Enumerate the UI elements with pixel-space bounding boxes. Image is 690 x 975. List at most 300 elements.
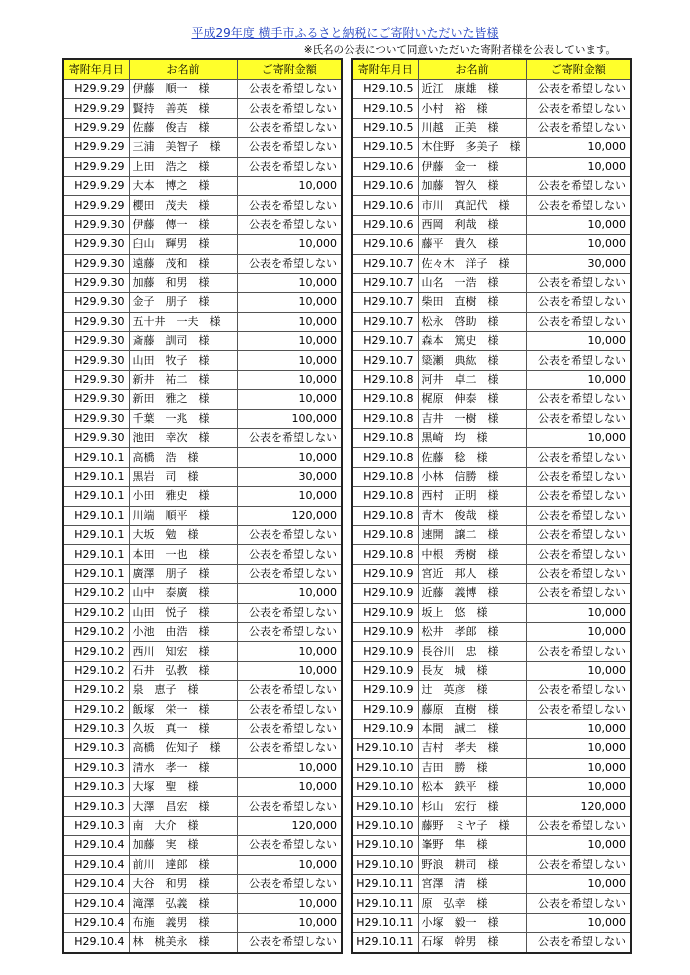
donation-date: H29.10.10 (352, 739, 418, 758)
donation-amount: 公表を希望しない (237, 622, 342, 641)
donation-date: H29.10.5 (352, 99, 418, 118)
donor-name: 近江 康雄 様 (418, 80, 526, 99)
donation-date: H29.10.11 (352, 933, 418, 953)
donor-name: 杉山 宏行 様 (418, 797, 526, 816)
donation-amount: 30,000 (237, 467, 342, 486)
donation-amount: 10,000 (237, 176, 342, 195)
donation-amount: 公表を希望しない (237, 836, 342, 855)
table-row (352, 855, 631, 874)
donor-name: 青木 俊哉 様 (418, 506, 526, 525)
table-row (352, 933, 631, 953)
donor-name: 小池 由浩 様 (129, 622, 237, 641)
table-row (63, 836, 342, 855)
donation-date: H29.10.4 (63, 933, 129, 953)
column-header-amount: ご寄附金額 (526, 59, 631, 80)
donation-amount: 公表を希望しない (526, 312, 631, 331)
donor-name: 小塚 毅一 様 (418, 913, 526, 932)
donor-name: 賢持 善英 様 (129, 99, 237, 118)
donor-name: 川越 正美 様 (418, 118, 526, 137)
table-row (352, 622, 631, 641)
table-row (63, 467, 342, 486)
donation-amount: 公表を希望しない (237, 681, 342, 700)
donation-date: H29.10.6 (352, 215, 418, 234)
table-row (63, 409, 342, 428)
donation-amount: 10,000 (237, 894, 342, 913)
donation-date: H29.10.7 (352, 312, 418, 331)
donation-date: H29.10.2 (63, 642, 129, 661)
donation-amount: 公表を希望しない (237, 80, 342, 99)
donation-date: H29.10.8 (352, 429, 418, 448)
donor-name: 坂上 悠 様 (418, 603, 526, 622)
donation-amount: 120,000 (237, 506, 342, 525)
donation-amount: 10,000 (237, 448, 342, 467)
table-row (352, 332, 631, 351)
donation-amount: 10,000 (237, 235, 342, 254)
donation-date: H29.10.8 (352, 545, 418, 564)
donor-name: 梶原 伸泰 様 (418, 390, 526, 409)
donor-name: 松永 啓助 様 (418, 312, 526, 331)
donor-name: 黒崎 均 様 (418, 429, 526, 448)
table-row (352, 390, 631, 409)
donation-amount: 公表を希望しない (526, 894, 631, 913)
donation-amount: 公表を希望しない (526, 564, 631, 583)
donor-name: 宮近 邦人 様 (418, 564, 526, 583)
table-row (63, 390, 342, 409)
table-row (352, 273, 631, 292)
donor-name: 峯野 隼 様 (418, 836, 526, 855)
donor-name: 簗瀬 典紘 様 (418, 351, 526, 370)
donor-name: 藤野 ミヤ子 様 (418, 816, 526, 835)
table-row (63, 719, 342, 738)
donation-amount: 公表を希望しない (526, 487, 631, 506)
table-row (352, 584, 631, 603)
table-row (63, 525, 342, 544)
donation-amount: 10,000 (526, 719, 631, 738)
donor-name: 辻 英彦 様 (418, 681, 526, 700)
table-row (63, 797, 342, 816)
donation-amount: 公表を希望しない (526, 584, 631, 603)
table-row (352, 739, 631, 758)
table-row (352, 545, 631, 564)
donor-name: 加藤 実 様 (129, 836, 237, 855)
donation-amount: 10,000 (526, 739, 631, 758)
donation-date: H29.10.10 (352, 855, 418, 874)
donation-amount: 公表を希望しない (526, 467, 631, 486)
donor-name: 廣澤 朋子 様 (129, 564, 237, 583)
donation-date: H29.10.8 (352, 525, 418, 544)
donation-amount: 公表を希望しない (237, 196, 342, 215)
donor-name: 櫻田 茂夫 様 (129, 196, 237, 215)
donor-name: 木住野 多美子 様 (418, 138, 526, 157)
table-row (352, 235, 631, 254)
table-row (63, 894, 342, 913)
table-row (352, 429, 631, 448)
donor-name: 千葉 一兆 様 (129, 409, 237, 428)
donation-date: H29.10.3 (63, 816, 129, 835)
donation-amount: 10,000 (237, 332, 342, 351)
donation-amount: 公表を希望しない (237, 700, 342, 719)
table-row (63, 661, 342, 680)
donation-amount: 10,000 (526, 332, 631, 351)
donor-name: 黒岩 司 様 (129, 467, 237, 486)
table-row (63, 254, 342, 273)
donation-date: H29.9.30 (63, 215, 129, 234)
donation-date: H29.10.8 (352, 487, 418, 506)
table-row (352, 409, 631, 428)
donation-amount: 10,000 (526, 157, 631, 176)
table-row (352, 836, 631, 855)
table-row (63, 293, 342, 312)
donation-date: H29.10.1 (63, 506, 129, 525)
table-row (63, 642, 342, 661)
donation-amount: 120,000 (526, 797, 631, 816)
donor-name: 山名 一浩 様 (418, 273, 526, 292)
donation-amount: 公表を希望しない (237, 545, 342, 564)
donation-date: H29.9.30 (63, 312, 129, 331)
donor-name: 飯塚 栄一 様 (129, 700, 237, 719)
donor-name: 大本 博之 様 (129, 176, 237, 195)
donor-name: 西岡 利哉 様 (418, 215, 526, 234)
table-row (352, 778, 631, 797)
donor-name: 野浪 耕司 様 (418, 855, 526, 874)
donor-name: 本田 一也 様 (129, 545, 237, 564)
donation-date: H29.10.7 (352, 351, 418, 370)
donor-name: 大澤 昌宏 様 (129, 797, 237, 816)
donation-date: H29.10.11 (352, 913, 418, 932)
donation-amount: 10,000 (237, 855, 342, 874)
donation-date: H29.10.3 (63, 758, 129, 777)
donation-amount: 10,000 (526, 758, 631, 777)
donation-amount: 10,000 (237, 390, 342, 409)
donation-amount: 10,000 (526, 235, 631, 254)
donation-date: H29.9.30 (63, 429, 129, 448)
donation-amount: 120,000 (237, 816, 342, 835)
donation-date: H29.9.30 (63, 235, 129, 254)
donation-amount: 公表を希望しない (526, 409, 631, 428)
donor-name: 小村 裕 様 (418, 99, 526, 118)
donor-name: 布施 義男 様 (129, 913, 237, 932)
donor-name: 三浦 美智子 様 (129, 138, 237, 157)
donor-name: 泉 恵子 様 (129, 681, 237, 700)
donation-date: H29.9.29 (63, 138, 129, 157)
table-row (63, 855, 342, 874)
donation-amount: 公表を希望しない (237, 719, 342, 738)
donation-date: H29.10.5 (352, 80, 418, 99)
donor-name: 原 弘幸 様 (418, 894, 526, 913)
table-row (63, 816, 342, 835)
table-row (63, 681, 342, 700)
donor-name: 森本 篤史 様 (418, 332, 526, 351)
donor-name: 長谷川 忠 様 (418, 642, 526, 661)
donor-table-left-body (63, 80, 342, 953)
donation-date: H29.10.4 (63, 894, 129, 913)
donor-name: 小林 信勝 様 (418, 467, 526, 486)
table-row (63, 176, 342, 195)
column-header-name: お名前 (129, 59, 237, 80)
donor-name: 佐々木 洋子 様 (418, 254, 526, 273)
donor-name: 伊藤 金一 様 (418, 157, 526, 176)
donation-date: H29.10.3 (63, 739, 129, 758)
donor-name: 斎藤 訓司 様 (129, 332, 237, 351)
donor-name: 近藤 義博 様 (418, 584, 526, 603)
donation-amount: 公表を希望しない (526, 390, 631, 409)
donor-table-right-body (352, 80, 631, 953)
donation-amount: 公表を希望しない (237, 138, 342, 157)
table-row (63, 118, 342, 137)
donation-date: H29.9.29 (63, 80, 129, 99)
donation-amount: 10,000 (237, 758, 342, 777)
donor-name: 金子 朋子 様 (129, 293, 237, 312)
table-row (352, 312, 631, 331)
donation-amount: 公表を希望しない (526, 99, 631, 118)
table-row (352, 467, 631, 486)
donation-date: H29.9.30 (63, 390, 129, 409)
donation-date: H29.10.9 (352, 700, 418, 719)
table-row (352, 293, 631, 312)
donation-date: H29.9.30 (63, 293, 129, 312)
column-header-name: お名前 (418, 59, 526, 80)
donation-amount: 公表を希望しない (237, 797, 342, 816)
table-row (63, 487, 342, 506)
table-row (63, 700, 342, 719)
donor-name: 大坂 勉 様 (129, 525, 237, 544)
donation-date: H29.9.29 (63, 176, 129, 195)
donation-date: H29.10.9 (352, 719, 418, 738)
donation-amount: 公表を希望しない (237, 739, 342, 758)
table-header-row (63, 59, 342, 80)
table-row (63, 603, 342, 622)
table-row (352, 138, 631, 157)
donation-date: H29.10.8 (352, 409, 418, 428)
donation-date: H29.10.9 (352, 564, 418, 583)
donation-amount: 10,000 (237, 351, 342, 370)
table-row (352, 525, 631, 544)
table-row (352, 603, 631, 622)
donation-amount: 10,000 (526, 603, 631, 622)
donor-name: 中根 秀樹 様 (418, 545, 526, 564)
donation-amount: 公表を希望しない (526, 273, 631, 292)
donation-date: H29.10.7 (352, 332, 418, 351)
table-row (352, 700, 631, 719)
donation-amount: 10,000 (237, 584, 342, 603)
table-row (352, 487, 631, 506)
donation-date: H29.10.10 (352, 797, 418, 816)
donation-amount: 公表を希望しない (526, 525, 631, 544)
table-row (352, 448, 631, 467)
donation-date: H29.10.1 (63, 525, 129, 544)
donation-date: H29.10.4 (63, 836, 129, 855)
donation-amount: 10,000 (237, 661, 342, 680)
table-row (63, 99, 342, 118)
table-row (352, 661, 631, 680)
table-row (63, 584, 342, 603)
donation-amount: 公表を希望しない (237, 429, 342, 448)
donation-date: H29.10.10 (352, 758, 418, 777)
donor-name: 臼山 輝男 様 (129, 235, 237, 254)
table-row (63, 933, 342, 953)
donor-name: 伊藤 傳一 様 (129, 215, 237, 234)
donor-name: 大塚 聖 様 (129, 778, 237, 797)
donation-date: H29.10.3 (63, 719, 129, 738)
donation-amount: 公表を希望しない (237, 564, 342, 583)
donor-name: 松井 孝郎 様 (418, 622, 526, 641)
table-row (352, 176, 631, 195)
table-row (352, 157, 631, 176)
donation-date: H29.10.4 (63, 855, 129, 874)
donor-name: 小田 雅史 様 (129, 487, 237, 506)
donor-name: 市川 真記代 様 (418, 196, 526, 215)
table-row (352, 196, 631, 215)
donation-date: H29.10.6 (352, 196, 418, 215)
table-row (352, 118, 631, 137)
donation-amount: 10,000 (237, 312, 342, 331)
donation-date: H29.10.10 (352, 816, 418, 835)
donation-amount: 公表を希望しない (526, 293, 631, 312)
donor-name: 川端 順平 様 (129, 506, 237, 525)
donation-date: H29.10.6 (352, 176, 418, 195)
donor-name: 速開 譲二 様 (418, 525, 526, 544)
table-row (352, 506, 631, 525)
table-row (352, 254, 631, 273)
donor-name: 長友 城 様 (418, 661, 526, 680)
table-row (63, 545, 342, 564)
donor-name: 山田 牧子 様 (129, 351, 237, 370)
table-row (63, 157, 342, 176)
table-row (352, 797, 631, 816)
donation-amount: 公表を希望しない (526, 176, 631, 195)
donation-date: H29.10.9 (352, 603, 418, 622)
donation-amount: 公表を希望しない (526, 933, 631, 953)
donation-amount: 公表を希望しない (526, 816, 631, 835)
donation-amount: 公表を希望しない (526, 855, 631, 874)
donor-name: 新井 祐二 様 (129, 370, 237, 389)
donation-date: H29.9.30 (63, 351, 129, 370)
table-row (352, 99, 631, 118)
table-row (63, 739, 342, 758)
donor-name: 上田 浩之 様 (129, 157, 237, 176)
donation-amount: 10,000 (237, 293, 342, 312)
donation-amount: 10,000 (526, 215, 631, 234)
table-row (63, 235, 342, 254)
donation-date: H29.10.2 (63, 622, 129, 641)
donation-amount: 10,000 (237, 273, 342, 292)
donation-date: H29.10.10 (352, 778, 418, 797)
donor-name: 清水 孝一 様 (129, 758, 237, 777)
donation-date: H29.10.2 (63, 584, 129, 603)
donation-date: H29.10.9 (352, 661, 418, 680)
donor-name: 藤平 貴久 様 (418, 235, 526, 254)
donation-amount: 10,000 (526, 875, 631, 894)
donation-amount: 公表を希望しない (237, 933, 342, 953)
donor-name: 吉田 勝 様 (418, 758, 526, 777)
donation-date: H29.9.29 (63, 99, 129, 118)
donation-amount: 公表を希望しない (526, 506, 631, 525)
donation-amount: 10,000 (237, 370, 342, 389)
donor-name: 石井 弘教 様 (129, 661, 237, 680)
table-row (63, 758, 342, 777)
table-row (63, 215, 342, 234)
table-row (352, 816, 631, 835)
donor-name: 南 大介 様 (129, 816, 237, 835)
donation-amount: 10,000 (526, 370, 631, 389)
donation-date: H29.10.4 (63, 875, 129, 894)
table-row (63, 778, 342, 797)
table-row (63, 564, 342, 583)
table-row (63, 196, 342, 215)
donation-amount: 公表を希望しない (526, 351, 631, 370)
donor-name: 山田 悦子 様 (129, 603, 237, 622)
donation-amount: 10,000 (526, 661, 631, 680)
donation-date: H29.10.8 (352, 467, 418, 486)
donation-date: H29.9.30 (63, 254, 129, 273)
donation-date: H29.9.30 (63, 273, 129, 292)
donation-amount: 30,000 (526, 254, 631, 273)
donation-date: H29.10.11 (352, 875, 418, 894)
donation-date: H29.10.3 (63, 778, 129, 797)
table-row (352, 564, 631, 583)
donation-date: H29.10.9 (352, 681, 418, 700)
donation-date: H29.10.1 (63, 545, 129, 564)
table-row (63, 332, 342, 351)
donor-table-left (62, 58, 343, 954)
donor-name: 藤原 直樹 様 (418, 700, 526, 719)
donor-name: 加藤 和男 様 (129, 273, 237, 292)
donation-date: H29.10.1 (63, 448, 129, 467)
donation-amount: 10,000 (526, 622, 631, 641)
donor-name: 滝澤 弘義 様 (129, 894, 237, 913)
donation-date: H29.10.11 (352, 894, 418, 913)
donation-date: H29.10.2 (63, 603, 129, 622)
table-row (63, 913, 342, 932)
donor-name: 大谷 和男 様 (129, 875, 237, 894)
table-row (352, 80, 631, 99)
donation-date: H29.10.2 (63, 681, 129, 700)
donation-amount: 公表を希望しない (237, 215, 342, 234)
donation-amount: 公表を希望しない (237, 254, 342, 273)
table-row (63, 429, 342, 448)
donation-date: H29.10.5 (352, 138, 418, 157)
column-header-amount: ご寄附金額 (237, 59, 342, 80)
donation-date: H29.10.8 (352, 370, 418, 389)
donation-date: H29.9.29 (63, 157, 129, 176)
table-row (352, 719, 631, 738)
donor-name: 林 桃美永 様 (129, 933, 237, 953)
donation-date: H29.10.10 (352, 836, 418, 855)
table-row (352, 681, 631, 700)
donor-name: 西村 正明 様 (418, 487, 526, 506)
donation-date: H29.10.7 (352, 293, 418, 312)
donation-date: H29.9.30 (63, 409, 129, 428)
page-title: 平成29年度 横手市ふるさと納税にご寄附いただいた皆様 (191, 26, 499, 40)
donation-amount: 公表を希望しない (526, 118, 631, 137)
table-row (63, 273, 342, 292)
donation-amount: 公表を希望しない (237, 118, 342, 137)
donation-amount: 公表を希望しない (526, 642, 631, 661)
donation-date: H29.10.5 (352, 118, 418, 137)
donor-name: 宮澤 清 様 (418, 875, 526, 894)
table-header-row (352, 59, 631, 80)
table-row (63, 80, 342, 99)
table-row (63, 622, 342, 641)
donation-date: H29.10.1 (63, 564, 129, 583)
donation-date: H29.9.29 (63, 118, 129, 137)
donation-amount: 公表を希望しない (526, 545, 631, 564)
donation-amount: 公表を希望しない (237, 525, 342, 544)
donation-date: H29.10.8 (352, 448, 418, 467)
donation-amount: 公表を希望しない (526, 80, 631, 99)
donation-date: H29.10.9 (352, 584, 418, 603)
donor-name: 前川 達郎 様 (129, 855, 237, 874)
